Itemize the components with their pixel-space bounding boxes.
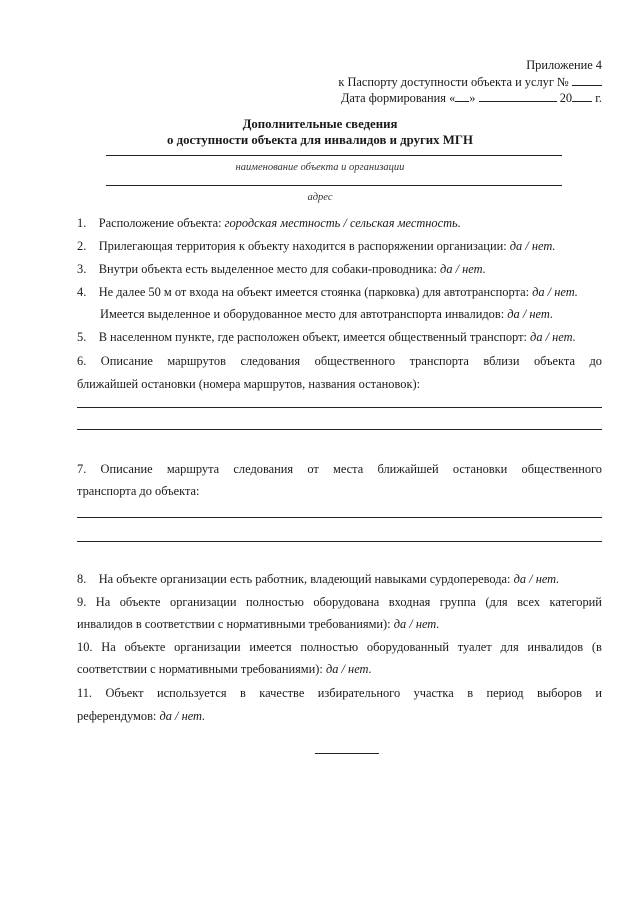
word: На xyxy=(95,595,111,609)
item-9-line-1 xyxy=(77,595,602,611)
word: качестве xyxy=(259,686,305,700)
word: На xyxy=(101,640,116,654)
item-7-line-2: транспорта до объекта: xyxy=(77,484,200,498)
word: полностью xyxy=(246,595,304,609)
item-5: 5. В населенном пункте, где расположен объект, имеется общественный транспорт: да / нет. xyxy=(77,330,576,344)
word: период xyxy=(486,686,524,700)
word: имеется xyxy=(249,640,292,654)
title-line-2: о доступности объекта для инвалидов и других МГН xyxy=(167,133,473,147)
item-1-answer[interactable]: городская местность / сельская местность. xyxy=(224,216,461,230)
word: туалет xyxy=(457,640,492,654)
title-line-1: Дополнительные сведения xyxy=(242,117,398,131)
item-11-line-2: референдумов: да / нет. xyxy=(77,709,206,723)
word: в xyxy=(467,686,474,700)
address-caption: адрес xyxy=(307,192,333,203)
word: категорий xyxy=(549,595,602,609)
word: для xyxy=(500,640,519,654)
word: группа xyxy=(439,595,476,609)
word: 7. xyxy=(77,462,87,476)
word: следования xyxy=(233,462,294,476)
word: и xyxy=(595,686,602,700)
word: полностью xyxy=(300,640,359,654)
word: места xyxy=(333,462,364,476)
word: объекте xyxy=(124,640,166,654)
item-11-line-1 xyxy=(77,686,602,702)
item-4-sub-answer[interactable]: да / нет. xyxy=(507,307,554,321)
word: общественного xyxy=(314,354,396,368)
appendix-date: Дата формирования « » 20 г. xyxy=(340,91,602,105)
item-4: 4. Не далее 50 м от входа на объект имеется стоянка (парковка) для автотранспорта: да / нет. xyxy=(77,285,578,299)
item-9-line-2: инвалидов в соответствии с нормативными требованиями): да / нет. xyxy=(77,617,440,631)
item-8-answer[interactable]: да / нет. xyxy=(513,572,560,586)
word: от xyxy=(307,462,319,476)
date-day-field[interactable] xyxy=(455,90,469,102)
word: организации xyxy=(174,640,241,654)
item-10-line-1 xyxy=(77,640,602,656)
word: Описание xyxy=(100,462,153,476)
word: оборудованный xyxy=(366,640,449,654)
word: вблизи xyxy=(483,354,520,368)
word: 11. xyxy=(77,686,93,700)
passport-number-field[interactable] xyxy=(572,74,602,86)
word: Объект xyxy=(105,686,144,700)
object-name-caption: наименование объекта и организации xyxy=(235,162,405,173)
item-10-line-2: соответствии с нормативными требованиями): да / нет. xyxy=(77,662,372,676)
word: участка xyxy=(413,686,454,700)
date-month-field[interactable] xyxy=(479,90,557,102)
word: организации xyxy=(170,595,237,609)
word: избирательного xyxy=(317,686,401,700)
word: входная xyxy=(388,595,431,609)
item-7-answer-line-2[interactable] xyxy=(77,541,602,542)
item-2-answer[interactable]: да / нет. xyxy=(509,239,556,253)
word: объекта xyxy=(533,354,575,368)
word: до xyxy=(589,354,602,368)
item-5-answer[interactable]: да / нет. xyxy=(530,330,576,344)
word: транспорта xyxy=(409,354,469,368)
item-9-answer[interactable]: да / нет. xyxy=(393,617,440,631)
word: маршрута xyxy=(166,462,220,476)
item-6-answer-line-2[interactable] xyxy=(77,429,602,430)
word: (в xyxy=(591,640,602,654)
item-10-answer[interactable]: да / нет. xyxy=(325,662,372,676)
word: используется xyxy=(157,686,227,700)
item-8: 8. На объекте организации есть работник, владеющий навыками сурдоперевода: да / нет. xyxy=(77,572,560,586)
word: (для xyxy=(485,595,508,609)
item-6-line-1 xyxy=(77,354,602,370)
word: маршрутов xyxy=(167,354,226,368)
word: общественного xyxy=(521,462,602,476)
appendix-header xyxy=(338,58,602,106)
form-title xyxy=(0,117,640,149)
word: следования xyxy=(240,354,301,368)
item-3-answer[interactable]: да / нет. xyxy=(440,262,486,276)
item-4-answer[interactable]: да / нет. xyxy=(532,285,578,299)
word: остановки xyxy=(452,462,508,476)
word: всех xyxy=(517,595,541,609)
object-name-line[interactable] xyxy=(106,155,562,156)
word: 10. xyxy=(77,640,93,654)
word: ближайшей xyxy=(377,462,439,476)
word: выборов xyxy=(537,686,582,700)
word: объекте xyxy=(119,595,161,609)
word: 6. xyxy=(77,354,87,368)
word: инвалидов xyxy=(527,640,584,654)
closing-separator xyxy=(315,753,379,754)
item-6-answer-line-1[interactable] xyxy=(77,407,602,408)
word: 9. xyxy=(77,595,87,609)
word: в xyxy=(239,686,246,700)
word: Описание xyxy=(100,354,153,368)
address-line[interactable] xyxy=(106,185,562,186)
item-1: 1. Расположение объекта: городская местность / сельская местность. xyxy=(77,216,461,230)
item-2: 2. Прилегающая территория к объекту находится в распоряжении организации: да / нет. xyxy=(77,239,556,253)
appendix-number: Приложение 4 xyxy=(526,58,602,72)
appendix-passport-ref: к Паспорту доступности объекта и услуг № xyxy=(338,74,602,90)
item-3: 3. Внутри объекта есть выделенное место для собаки-проводника: да / нет. xyxy=(77,262,486,276)
item-7-line-1 xyxy=(77,462,602,478)
item-11-answer[interactable]: да / нет. xyxy=(159,709,206,723)
word: оборудована xyxy=(313,595,380,609)
item-4-sub: Имеется выделенное и оборудованное место для автотранспорта инвалидов: да / нет. xyxy=(100,307,554,321)
date-year-field[interactable] xyxy=(572,90,592,102)
item-6-line-2: ближайшей остановки (номера маршрутов, названия остановок): xyxy=(77,377,421,391)
item-7-answer-line-1[interactable] xyxy=(77,517,602,518)
